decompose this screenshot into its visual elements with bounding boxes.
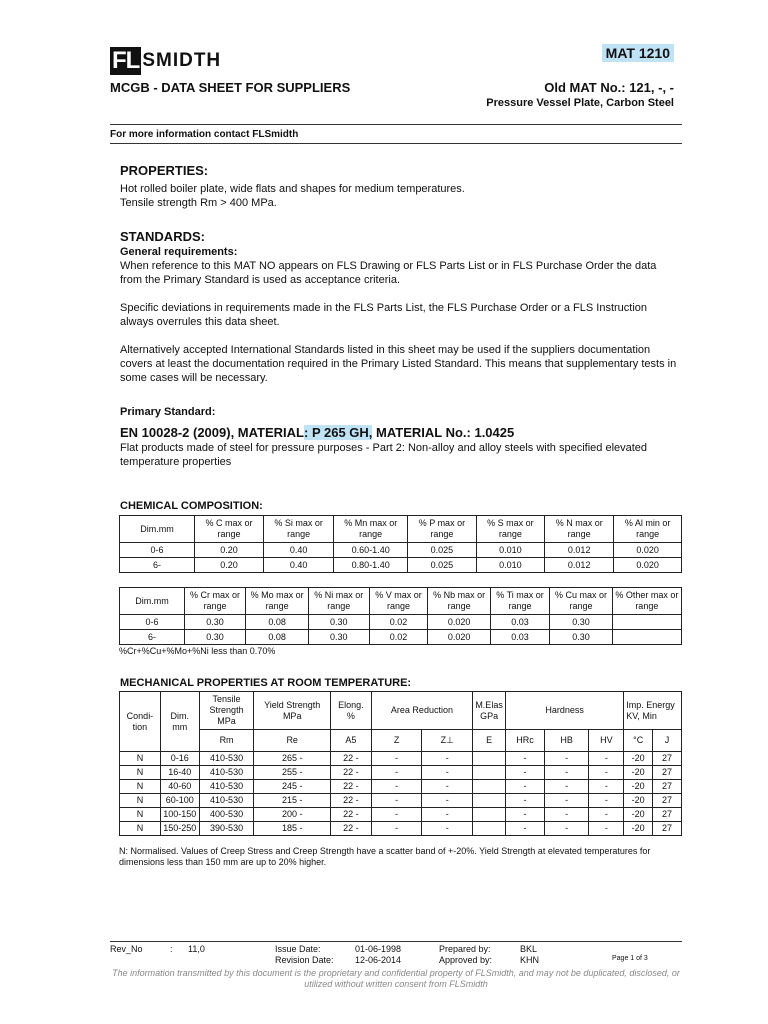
mat-number: MAT 1210 [602, 44, 674, 62]
issue-date-value: 01-06-1998 [355, 944, 402, 954]
table-subheader: Z⊥ [422, 730, 473, 752]
table-cell: - [589, 766, 624, 780]
table-row [120, 543, 682, 558]
table-header: % Mn max or range [334, 516, 408, 543]
table-cell: 265 - [254, 752, 331, 766]
table-cell: 0-6 [120, 615, 185, 630]
primary-standard-heading: Primary Standard: [120, 406, 216, 418]
standards-paragraph-1: When reference to this MAT NO appears on FLS Drawing or FLS Parts List or in FLS Purchase Order the data from the Primary Standard is used as acceptance criteria. [120, 260, 657, 286]
table-cell: 410-530 [199, 752, 254, 766]
table-cell: 0.03 [490, 630, 550, 645]
properties-heading: PROPERTIES: [120, 163, 209, 178]
table-subheader: E [473, 730, 506, 752]
table-header: % Cu max or range [550, 588, 612, 615]
table-cell: 0.20 [195, 543, 264, 558]
table-header: % Mo max or range [246, 588, 309, 615]
table-cell: - [506, 752, 545, 766]
table-cell: 0.025 [408, 543, 476, 558]
table-cell: N [120, 766, 161, 780]
logo-fl: FL [112, 47, 140, 74]
table-cell: - [506, 808, 545, 822]
table-subheader: Z [371, 730, 422, 752]
table-cell: 0.60-1.40 [334, 543, 408, 558]
table-cell: 0.30 [309, 615, 369, 630]
table-subheader: °C [624, 730, 653, 752]
rev-label: Rev_No [110, 944, 143, 954]
table-cell: 245 - [254, 780, 331, 794]
table-cell: 0.03 [490, 615, 550, 630]
table-cell: - [422, 794, 473, 808]
table-cell: - [371, 808, 422, 822]
material-grade: : P 265 GH, [304, 425, 373, 440]
table-cell: 27 [653, 822, 682, 836]
table-cell: 0.012 [545, 543, 614, 558]
table-row [120, 630, 682, 645]
contact-line: For more information contact FLSmidth [110, 129, 299, 140]
table-cell: 0.020 [614, 543, 682, 558]
primary-standard-description: Flat products made of steel for pressure purposes - Part 2: Non-alloy and alloy steels with specified elevated temperature properties [120, 442, 648, 468]
table-cell: N [120, 780, 161, 794]
table-cell: 0.30 [550, 615, 612, 630]
table-cell: 0.025 [408, 558, 476, 573]
table-cell: - [506, 794, 545, 808]
table-cell: 27 [653, 808, 682, 822]
table-header: Dim. mm [160, 692, 199, 752]
table-cell: N [120, 822, 161, 836]
table-cell: - [544, 822, 589, 836]
table-cell: 0.02 [369, 630, 428, 645]
standards-heading: STANDARDS: [120, 229, 205, 244]
table-cell: 0.80-1.40 [334, 558, 408, 573]
table-cell [473, 752, 506, 766]
table-row [120, 794, 682, 808]
table-cell: - [422, 822, 473, 836]
table-cell [612, 615, 681, 630]
table-row [120, 558, 682, 573]
table-cell: 0.02 [369, 615, 428, 630]
table-subheader: HRc [506, 730, 545, 752]
rev-colon: : [170, 944, 173, 954]
table-row [120, 615, 682, 630]
page-number: Page 1 of 3 [612, 955, 648, 962]
prepared-by-value: BKL [520, 944, 538, 954]
table-cell: 27 [653, 766, 682, 780]
table-header: Elong. % [330, 692, 371, 730]
approved-by-label: Approved by: [439, 955, 493, 965]
chemical-note: %Cr+%Cu+%Mo+%Ni less than 0.70% [119, 646, 276, 656]
table-cell: 22 - [330, 766, 371, 780]
table-cell: 0-6 [120, 543, 195, 558]
table-cell [612, 630, 681, 645]
table-cell: - [544, 808, 589, 822]
table-cell: 0.020 [428, 630, 490, 645]
chemical-table-1 [119, 515, 682, 573]
chemical-table-2 [119, 587, 682, 645]
table-cell: 6- [120, 558, 195, 573]
table-cell: 22 - [330, 752, 371, 766]
table-subheader: J [653, 730, 682, 752]
general-requirements-heading: General requirements: [120, 246, 238, 258]
material-number: MATERIAL No.: 1.0425 [372, 425, 515, 440]
table-header: % Ni max or range [309, 588, 369, 615]
table-cell: 22 - [330, 808, 371, 822]
rev-value: 11,0 [188, 944, 205, 954]
table-cell: 410-530 [199, 766, 254, 780]
table-header: % Other max or range [612, 588, 681, 615]
table-cell: - [544, 794, 589, 808]
table-cell: - [422, 808, 473, 822]
document-title: MCGB - DATA SHEET FOR SUPPLIERS [110, 80, 351, 95]
table-cell: 0.20 [195, 558, 264, 573]
table-row [120, 822, 682, 836]
table-cell: - [544, 766, 589, 780]
table-cell: 6- [120, 630, 185, 645]
table-cell: - [589, 808, 624, 822]
table-header: M.Elas GPa [473, 692, 506, 730]
table-cell: 0.30 [309, 630, 369, 645]
table-cell: - [371, 822, 422, 836]
table-header: % P max or range [408, 516, 476, 543]
table-header: % C max or range [195, 516, 264, 543]
table-cell: -20 [624, 766, 653, 780]
table-subheader: HV [589, 730, 624, 752]
table-cell: - [371, 752, 422, 766]
table-cell: 0.30 [550, 630, 612, 645]
table-cell: 0.30 [185, 615, 246, 630]
properties-line-2: Tensile strength Rm > 400 MPa. [120, 197, 277, 209]
properties-line-1: Hot rolled boiler plate, wide flats and shapes for medium temperatures. [120, 183, 465, 195]
en-standard: EN 10028-2 (2009), MATERIAL [120, 425, 304, 440]
table-cell: 22 - [330, 780, 371, 794]
table-cell: - [544, 752, 589, 766]
table-cell: 0.08 [246, 630, 309, 645]
confidentiality-disclaimer: The information transmitted by this document is the proprietary and confidential property of FLSmidth, and may not be duplicated, disclosed, or utilized without written consent from FLSmidth [112, 968, 680, 989]
approved-by-value: KHN [520, 955, 540, 965]
table-cell: 0.30 [185, 630, 246, 645]
table-header: % Al min or range [614, 516, 682, 543]
table-cell: N [120, 808, 161, 822]
issue-date-label: Issue Date: [275, 944, 321, 954]
table-cell: -20 [624, 822, 653, 836]
table-cell: 0-16 [160, 752, 199, 766]
table-cell: 27 [653, 780, 682, 794]
table-cell: 40-60 [160, 780, 199, 794]
primary-standard-title [120, 425, 514, 440]
table-subheader: Rm [199, 730, 254, 752]
mechanical-note: N: Normalised. Values of Creep Stress and Creep Strength have a scatter band of +-20%. Yield Strength at elevated temperatures for dimensions less than 150 mm are up to 20% higher. [119, 846, 651, 867]
table-cell: 60-100 [160, 794, 199, 808]
table-cell: 100-150 [160, 808, 199, 822]
flsmidth-logo [110, 46, 221, 76]
table-row [120, 808, 682, 822]
table-cell: 0.010 [476, 543, 545, 558]
table-header: Condi-tion [120, 692, 161, 752]
table-cell: - [589, 822, 624, 836]
mechanical-table [119, 691, 682, 836]
table-cell: - [371, 794, 422, 808]
table-cell: -20 [624, 752, 653, 766]
chemical-heading: CHEMICAL COMPOSITION: [120, 500, 263, 512]
table-cell: 22 - [330, 822, 371, 836]
document-subtitle: Pressure Vessel Plate, Carbon Steel [486, 97, 674, 109]
header-divider [110, 124, 682, 125]
table-cell: 255 - [254, 766, 331, 780]
table-header: % Si max or range [263, 516, 333, 543]
table-cell: 0.010 [476, 558, 545, 573]
footer-divider [110, 941, 682, 942]
table-header: Yield Strength MPa [254, 692, 331, 730]
table-header: % S max or range [476, 516, 545, 543]
revision-date-value: 12-06-2014 [355, 955, 402, 965]
table-header: Hardness [506, 692, 624, 730]
table-row [120, 780, 682, 794]
table-cell: 200 - [254, 808, 331, 822]
table-cell: - [371, 766, 422, 780]
table-row [120, 766, 682, 780]
table-cell: 410-530 [199, 780, 254, 794]
table-cell: - [506, 822, 545, 836]
table-cell: 390-530 [199, 822, 254, 836]
table-cell [473, 822, 506, 836]
table-header: % Cr max or range [185, 588, 246, 615]
table-cell: 185 - [254, 822, 331, 836]
table-header: % V max or range [369, 588, 428, 615]
table-cell: - [422, 766, 473, 780]
table-cell: 215 - [254, 794, 331, 808]
table-cell: 22 - [330, 794, 371, 808]
table-subheader: Re [254, 730, 331, 752]
table-cell: 0.012 [545, 558, 614, 573]
table-cell: 0.40 [263, 558, 333, 573]
table-cell: - [422, 752, 473, 766]
table-cell: - [589, 752, 624, 766]
table-cell: N [120, 794, 161, 808]
table-cell: 400-530 [199, 808, 254, 822]
table-cell: - [506, 766, 545, 780]
table-cell: - [371, 780, 422, 794]
table-header: % Nb max or range [428, 588, 490, 615]
table-subheader: A5 [330, 730, 371, 752]
table-cell: N [120, 752, 161, 766]
table-header: Imp. Energy KV, Min [624, 692, 682, 730]
revision-date-label: Revision Date: [275, 955, 334, 965]
table-cell: -20 [624, 808, 653, 822]
table-cell: -20 [624, 794, 653, 808]
table-header: % N max or range [545, 516, 614, 543]
contact-divider [110, 143, 682, 144]
mechanical-heading: MECHANICAL PROPERTIES AT ROOM TEMPERATURE: [120, 677, 412, 689]
table-cell [473, 766, 506, 780]
table-cell: - [544, 780, 589, 794]
table-cell: - [422, 780, 473, 794]
prepared-by-label: Prepared by: [439, 944, 491, 954]
table-cell [473, 780, 506, 794]
table-cell [473, 794, 506, 808]
table-cell: -20 [624, 780, 653, 794]
old-mat-number: Old MAT No.: 121, -, - [544, 80, 674, 95]
table-header: Area Reduction [371, 692, 472, 730]
table-cell: 16-40 [160, 766, 199, 780]
table-cell: 0.40 [263, 543, 333, 558]
table-cell: 27 [653, 752, 682, 766]
table-header: % Ti max or range [490, 588, 550, 615]
table-cell: 150-250 [160, 822, 199, 836]
table-cell: 27 [653, 794, 682, 808]
table-cell: 0.020 [428, 615, 490, 630]
table-subheader: HB [544, 730, 589, 752]
table-cell [473, 808, 506, 822]
logo-text: SMIDTH [142, 50, 222, 71]
table-cell: - [589, 780, 624, 794]
table-header: Dim.mm [120, 516, 195, 543]
standards-paragraph-2: Specific deviations in requirements made in the FLS Parts List, the FLS Purchase Order or a FLS Instruction always overrules this data sheet. [120, 302, 648, 328]
table-row [120, 752, 682, 766]
table-cell: - [506, 780, 545, 794]
table-cell: 0.020 [614, 558, 682, 573]
table-cell: - [589, 794, 624, 808]
table-header: Dim.mm [120, 588, 185, 615]
table-cell: 0.08 [246, 615, 309, 630]
table-header: Tensile Strength MPa [199, 692, 254, 730]
standards-paragraph-3: Alternatively accepted International Standards listed in this sheet may be used if the suppliers documentation covers at least the documentation required in the Primary Listed Standard. This means that supplementary tests in some cases will be necessary. [120, 344, 677, 384]
table-cell: 410-530 [199, 794, 254, 808]
